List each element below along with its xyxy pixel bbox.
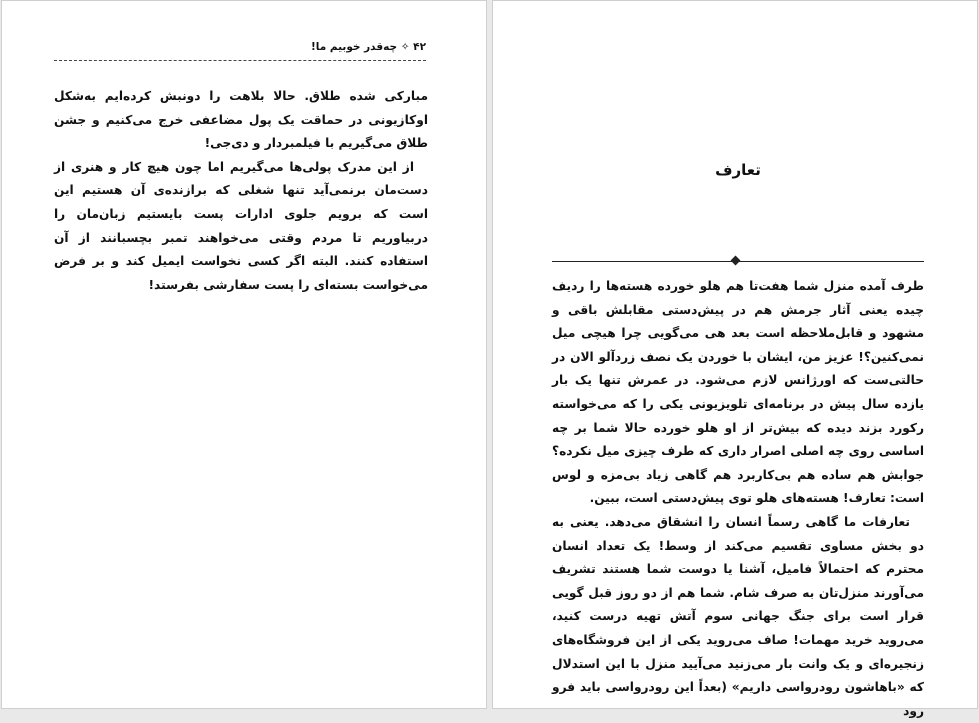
diamond-ornament-icon (731, 256, 741, 266)
paragraph: مبارکی شده طلاق. حالا بلاهت را دونبش کرده‌ایم به‌شکل اوکازیونی در حماقت یک پول مضاعفی خرج می‌کنیم و جشن طلاق می‌گیریم با فیلمبردار و دی‌جی! (54, 89, 428, 151)
right-page (492, 0, 978, 718)
running-header (54, 41, 426, 67)
paragraph: تعارفات ما گاهی رسماً انسان را انشقاق می‌دهد. یعنی به دو بخش مساوی تقسیم می‌کند از وسط! یک تعداد انسان محترم که احتمالاً فامیل، آشنا یا دوست شما هستند تشریف می‌آورند منزل‌تان به صرف شام. شما هم از دو روز قبل گویی قرار است برای جنگ جهانی سوم آتش تهیه درست کنید، می‌روید خرید مهمات! صاف می‌روید یکی از این فروشگاه‌های زنجیره‌ای و یک وانت بار می‌زنید می‌آیید منزل با این استدلال که «باهاشون رودرواسی داریم» (بعداً این رودرواسی باید فرو رود (552, 514, 924, 718)
header-divider (54, 60, 426, 61)
chapter-title: تعارف (715, 161, 761, 179)
page-header-text: ۴۲ ✧ چه‌قدر خوبیم ما! (310, 41, 426, 53)
chapter-divider (552, 257, 924, 267)
paragraph: طرف آمده منزل شما هفت‌تا هم هلو خورده هسته‌ها را ردیف چیده یعنی آثار جرمش هم در پیش‌دستی مقابلش باقی و مشهود و قابل‌ملاحظه است بعد هی می‌گویی چرا هیچی میل نمی‌کنین؟! عزیز من، ایشان با خوردن یک نصف زردآلو الان در حالتی‌ست که اورژانس لازم می‌شود. در عمرش تنها یک بار یازده سال پیش در برنامه‌ای تلویزیونی یکی را که می‌خواسته رکورد بزند دیده که بیش‌تر از او هلو خورده حالا شما بر چه اساسی روی چه اصلی اصرار داری که طرف چیزی میل نکرده؟ جوابش هم ساده هم بی‌کاربرد هم گاهی زیاد بی‌مزه و لوس است: تعارف! هسته‌های هلو توی پیش‌دستی است، ببین. (552, 279, 924, 506)
right-page-body (552, 275, 924, 723)
paragraph: از این مدرک پولی‌ها می‌گیریم اما چون هیچ کار و هنری از دست‌مان برنمی‌آید تنها شغلی که برازنده‌ی آن هستیم این است که برویم جلوی ادارات پست بایستیم زبان‌مان را دربیاوریم تا مردم وقتی می‌خواهند تمبر بچسبانند از آن استفاده کنند. البته اگر کسی نخواست ایمیل کند و بر فرض می‌خواست بسته‌ای را پست سفارشی بفرستد! (54, 159, 428, 292)
left-page-body (54, 85, 428, 297)
left-page (1, 0, 487, 709)
